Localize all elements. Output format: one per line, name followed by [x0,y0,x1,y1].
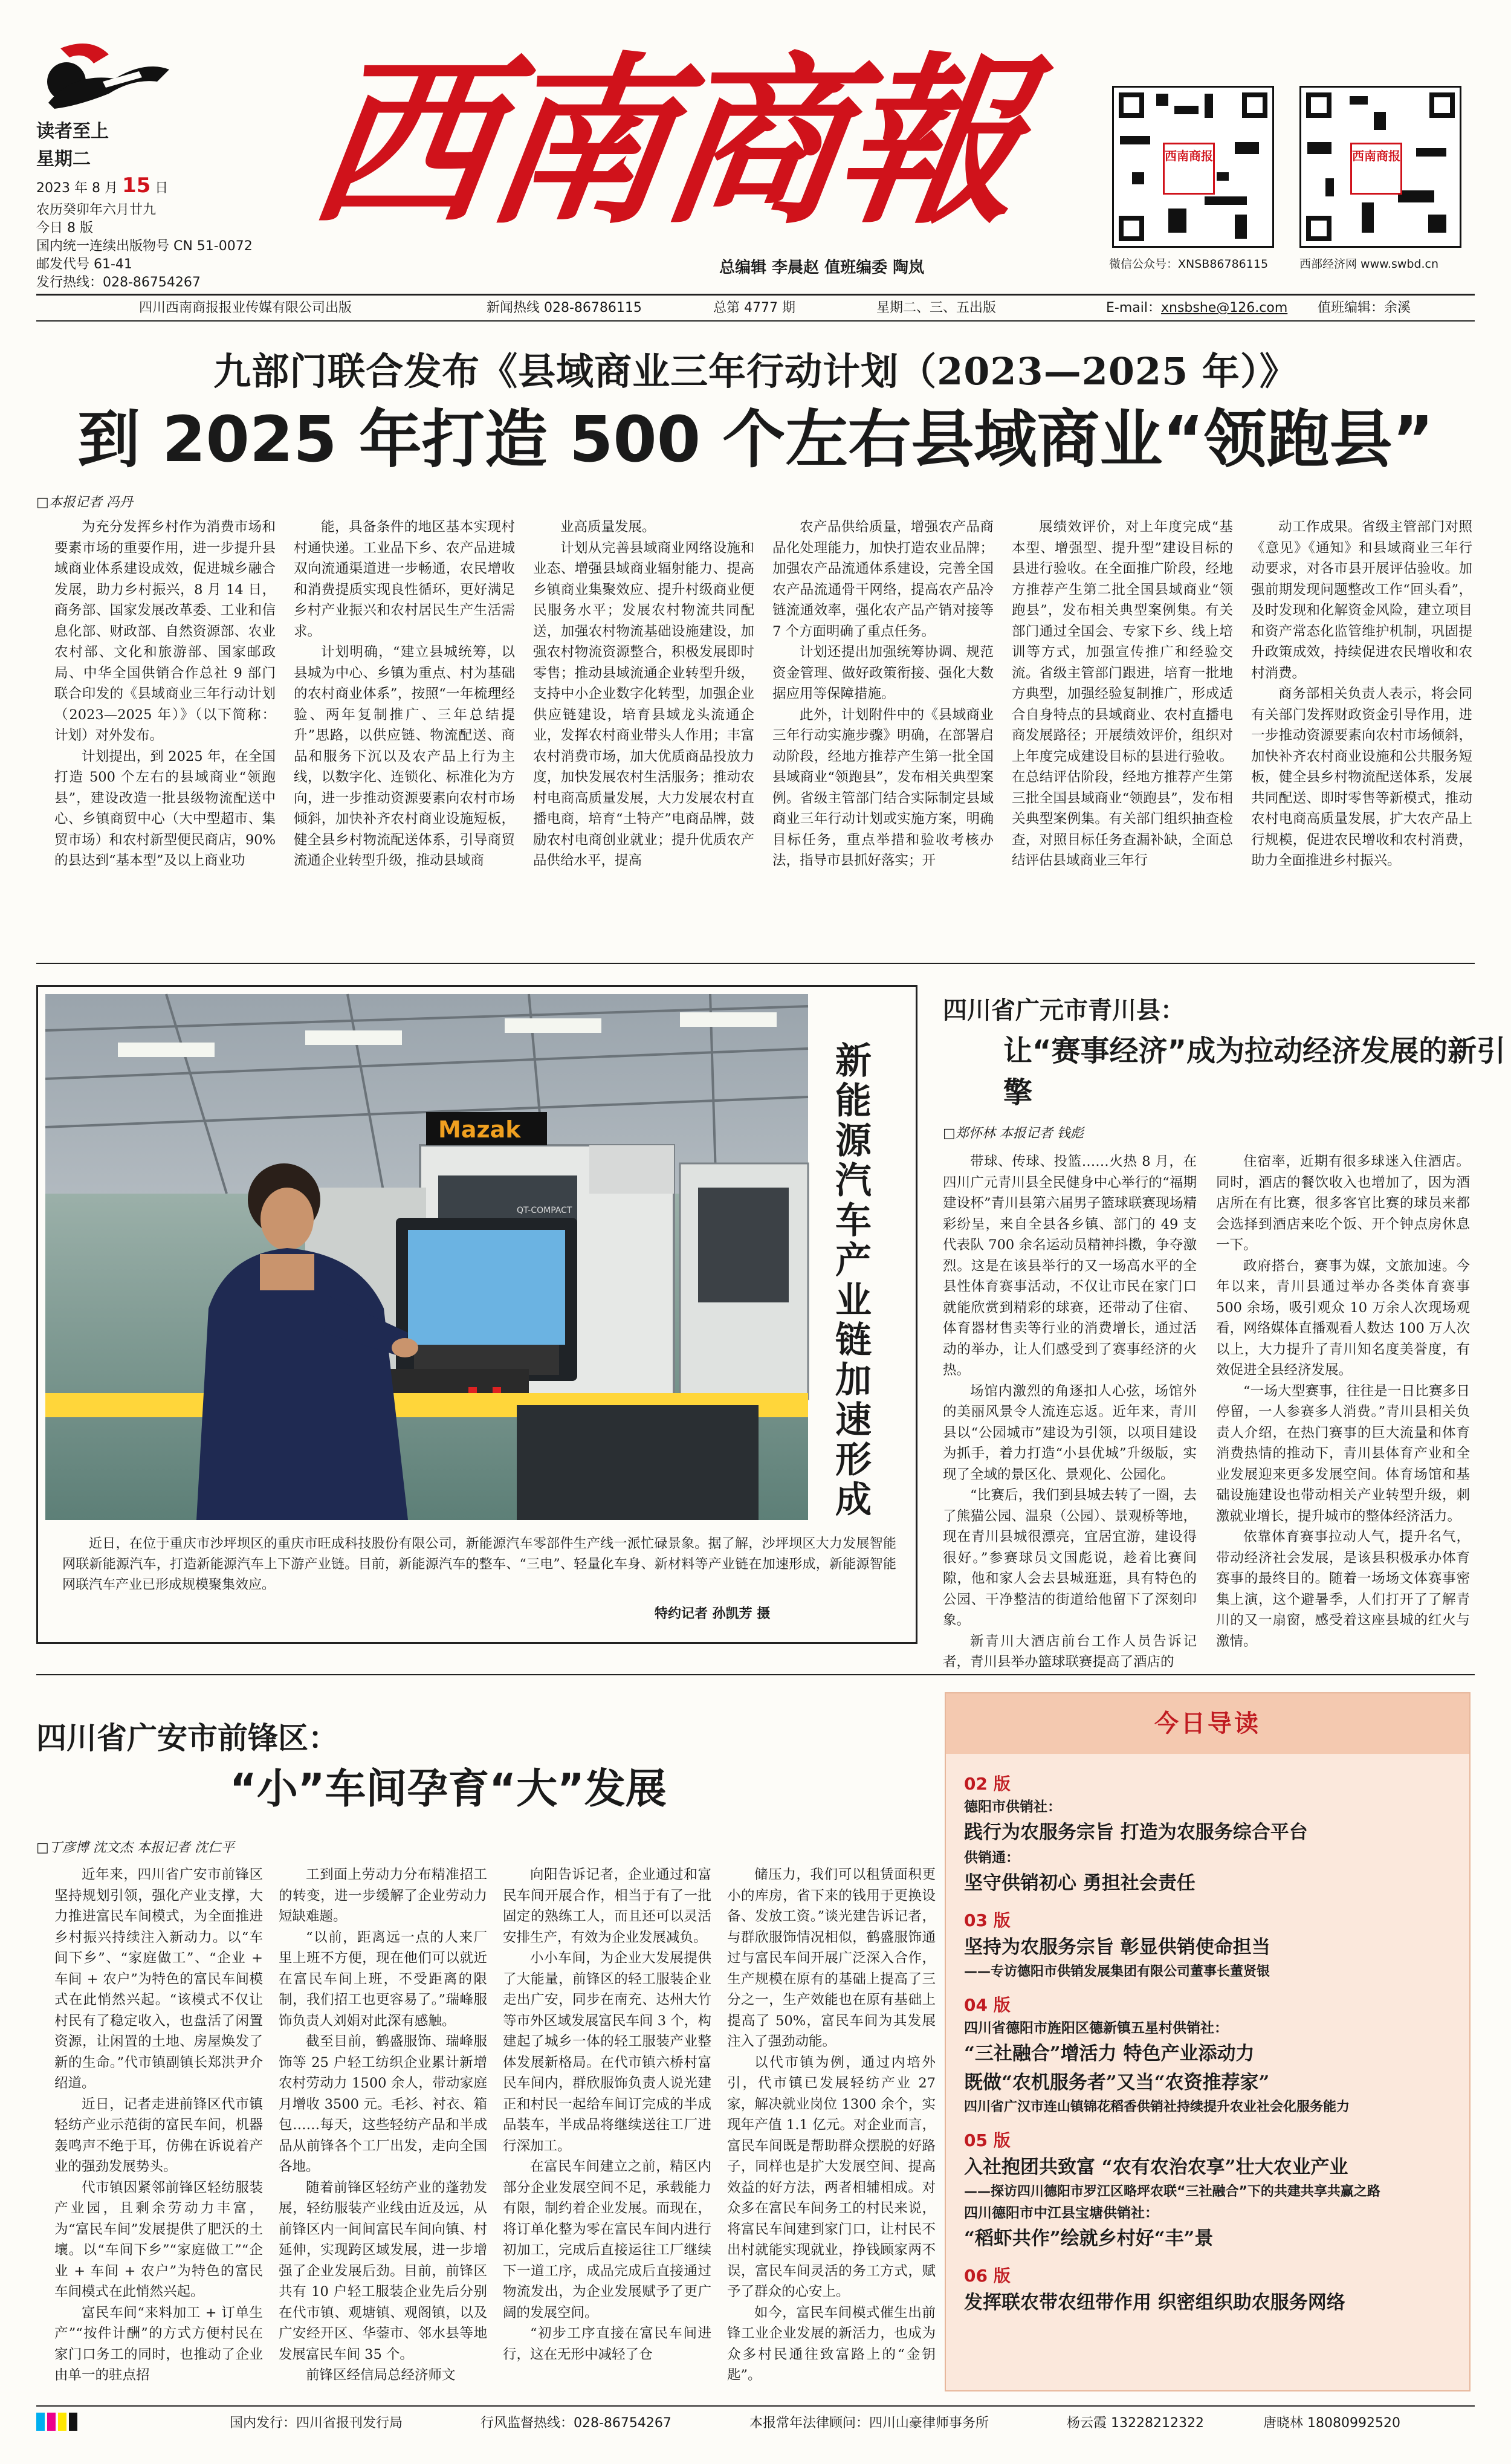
paragraph: 为充分发挥乡村作为消费市场和要素市场的重要作用，进一步提升县域商业体系建设成效，促进城乡融合发展，助力乡村振兴，8 月 14 日，商务部、国家发展改革委、工业和信息化部、财政部、自然资源部、农业农村部、文化和旅游部、国家邮政局、中华全国供销合作总社 9 部门联合印发的《县域商业三年行动计划（2023—2025 年）》（以下简称：计划）对外发布。 [54,519,276,743]
guide-subtitle: 供销通： [964,1850,1020,1866]
qingchuan-kicker: 四川省广元市青川县： [943,997,1185,1024]
guide-section [964,1993,1454,2118]
footer-lawyer-1: 杨云霞 13228212322 [1067,2416,1204,2431]
paragraph: 政府搭台，赛事为媒，文旅加速。今年以来，青川县通过举办各类体育赛事 500 余场，吸引观众 10 万余人次现场观看，网络媒体直播观看人数达 100 万人次以上，大力提升了青川知名度美誉度，有效促进全县经济发展。 [1216,1258,1470,1378]
publisher: 四川西南商报报业传媒有限公司出版 [139,300,352,315]
paragraph: 计划提出，到 2025 年，在全国打造 500 个左右的县域商业“领跑县”，建设改造一批县级物流配送中心、乡镇商贸中心（大中型超市、集贸市场）和农村新型便民商店，90% 的县达到“基本型”及以上商业功 [54,748,276,868]
paragraph: 场馆内激烈的角逐扣人心弦，场馆外的美丽风景令人流连忘返。近年来，青川县以“公园城市”建设为引领，以项目建设为抓手，着力打造“小县优城”升级版，实现了全域的景区化、景观化、公园化。 [943,1383,1197,1483]
guide-section [964,2264,1454,2317]
photo-vertical-title: 新能源汽车产业链加速形成 [829,1041,872,1520]
lead-byline: □本报记者 冯丹 [36,495,133,510]
machine-model: QT-COMPACT [517,1206,572,1215]
guide-subtitle: 四川省德阳市旌阳区德新镇五星村供销社： [964,2020,1228,2036]
paragraph: “以前，距离远一点的人来厂里上班不方便，现在他们可以就近在富民车间上班，不受距离的限制，我们招工也更容易了。”瑞峰服饰负责人刘娟对此深有感触。 [279,1929,487,2029]
guide-deck: ——专访德阳市供销发展集团有限公司董事长董贤银 [964,1964,1270,1979]
date-prefix: 2023 年 8 月 [36,181,118,196]
paragraph: 在富民车间建立之前，精区内部分企业发展空间不足，承载能力有限，制约着企业发展。而现在，将订单化整为零在富民车间内进行初加工，完成后直接运往工厂继续下一道工序，成品完成后直接通过物流发出，为企业发展赋予了更广阔的发展空间。 [503,2159,711,2321]
paragraph: 工到面上劳动力分布精准招工的转变，进一步缓解了企业劳动力短缺难题。 [279,1867,487,1924]
paragraph: 向阳告诉记者，企业通过和富民车间开展合作，相当于有了一批固定的熟练工人，而且还可以灵活安排生产，有效为企业发展减负。 [503,1867,711,1945]
text-column [772,517,994,952]
paragraph: 计划还提出加强统筹协调、规范资金管理、做好政策衔接、强化大数据应用等保障措施。 [772,644,994,702]
qianfeng-byline: □丁彦博 沈文杰 本报记者 沈仁平 [36,1840,235,1855]
wechat-caption: 微信公众号：XNSB86786115 [1109,257,1269,271]
text-column [943,1151,1197,1670]
qianfeng-kicker: 四川省广安市前锋区： [36,1721,338,1756]
guide-subtitle: 四川德阳市中江县宝塘供销社： [964,2205,1159,2221]
info-bar [36,297,1475,319]
masthead [0,0,1511,290]
photo-caption: 近日，在位于重庆市沙坪坝区的重庆市旺成科技股份有限公司，新能源汽车零部件生产线一派忙碌景象。据了解，沙坪坝区大力发展智能网联新能源汽车，打造新能源汽车上下游产业链。目前，新能源汽车的整车、“三电”、轻量化车身、新材料等产业链在加速形成，新能源智能网联汽车产业已形成规模聚集效应。 [62,1536,896,1593]
guide-page-number: 03 版 [964,1910,1011,1930]
paragraph: 随着前锋区轻纺产业的蓬勃发展，轻纺服装产业线由近及远，从前锋区内一间间富民车间向镇、村延伸，实现跨区域发展，进一步增强了企业发展后劲。目前，前锋区共有 10 户轻工服装企业先后分别在代市镇、观塘镇、观阁镇，以及广安经开区、华蓥市、邻水县等地发展富民车间 35 个。 [279,2179,487,2362]
paragraph: 近年来，四川省广安市前锋区坚持规划引领，强化产业支撑，大力推进富民车间模式，为全面推进乡村振兴持续注入新动力。以“车间下乡”、“家庭做工”、“企业 + 车间 + 农户”为特色的富民车间模式在此悄然兴起。“该模式不仅让村民有了稳定收入，也盘活了闲置资源，让闲置的土地、房屋焕发了新的生命。”代市镇副镇长郑洪尹介绍道。 [54,1867,263,2091]
slogan: 读者至上 [36,121,109,142]
paragraph: “比赛后，我们到县城去转了一圈，去了熊猫公园、温泉（公园）、景观桥等地，现在青川县城很漂亮，宜居宜游，建设得很好。”参赛球员文国彪说，趁着比赛间隙，他和家人会去县城逛逛，具有特色的公园、干净整洁的街道给他留下了深刻印象。 [943,1487,1197,1628]
weekday: 星期二 [36,149,91,170]
paragraph: 计划明确，“建立县城统筹，以县城为中心、乡镇为重点、村为基础的农村商业体系”，按照“一年梳理经验、两年复制推广、三年总结提升”思路，以供应链、物流配送、商品和服务下沉以及农产品上行为主线，以数字化、连锁化、标准化为方向，进一步推动资源要素向农村市场倾斜，加快补齐农村商业设施短板，健全县乡村物流配送体系，引导商贸流通企业转型升级，推动县域商 [294,644,515,868]
text-column [727,1864,936,2402]
text-column [54,1864,263,2402]
guide-page-number: 05 版 [964,2130,1011,2150]
guide-section [964,1772,1454,1898]
paragraph: 此外，计划附件中的《县域商业三年行动实施步骤》明确，在部署启动阶段，经地方推荐产生第一批全国县域商业“领跑县”，发布相关典型案例。省级主管部门结合实际制定县域商业三年行动计划或实施方案，明确目标任务，重点举措和验收考核办法，指导市县抓好落实；开 [772,707,994,868]
machine-brand: Mazak [438,1116,521,1143]
footer-bar [36,2413,1475,2434]
guide-headline-link[interactable]: 入社抱团共致富 “农有农治农享”壮大农业产业 [964,2156,1348,2178]
paragraph: 储压力，我们可以租赁面积更小的库房，省下来的钱用于更换设备、发放工资。”谈光建告诉记者，与群欣服饰情况相似，鹤盛服饰通过与富民车间开展广泛深入合作，生产规模在原有的基础上提高了三分之一，生产效能也在原有基础上提高了 50%，富民车间为其发展注入了强劲动能。 [727,1867,936,2049]
post-code: 邮发代号 61-41 [36,257,132,272]
paragraph: 依靠体育赛事拉动人气，提升名气，带动经济社会发展，是该县积极承办体育赛事的最终目的。随着一场场文体赛事密集上演，这个避暑季，人们打开了了解青川的又一扇窗，感受着这座县城的红火与激情。 [1216,1529,1470,1649]
email-link[interactable]: xnsbshe@126.com [1160,300,1288,315]
qianfeng-headline: “小”车间孕育“大”发展 [230,1765,667,1813]
guide-headline-link[interactable]: “稻虾共作”绘就乡村好“丰”景 [964,2228,1214,2249]
paragraph: 农产品供给质量，增强农产品商品化处理能力，加快打造农业品牌；加强农产品流通体系建设，完善全国农产品流通骨干网络，提高农产品冷链流通效率，强化农产品产销对接等 7 个方面明确了重点任务。 [772,519,994,639]
photo-frame [36,985,917,1644]
paragraph: 带球、传球、投篮……火热 8 月，在四川广元青川县全民健身中心举行的“福期建设杯”青川县第六届男子篮球联赛现场精彩纷呈，来自全县各乡镇、部门的 49 支代表队 700 余名运动员精神抖擞，争夺激烈。这是在该县举行的又一场高水平的全县性体育赛事活动，不仅让市民在家门口就能欣赏到精彩的球赛，还带动了住宿、体育器材售卖等行业的消费增长，通过活动的举办，让人们感受到了赛事经济的火热。 [943,1154,1197,1378]
guide-headline-link[interactable]: 践行为农服务宗旨 打造为农服务综合平台 [964,1822,1308,1843]
paragraph: 商务部相关负责人表示，将会同有关部门发挥财政资金引导作用，进一步推动资源要素向农村市场倾斜，加快补齐农村商业设施和公共服务短板，健全县乡村物流配送体系，发展共同配送、即时零售等新模式，推动农村电商高质量发展，扩大农产品上行规模，促进农民增收和农村消费，助力全面推进乡村振兴。 [1251,686,1472,868]
text-column [54,517,276,952]
text-column [1012,517,1233,952]
paragraph: 展绩效评价，对上年度完成“基本型、增强型、提升型”建设目标的县进行验收。在全面推广阶段，经地方推荐产生第二批全国县域商业“领跑县”，发布相关典型案例集。有关部门通过全国会、专家下乡、线上培训等方式，加强宣传推广和经验交流。省级主管部门跟进，培育一批地方典型，加强经验复制推广，形成适合自身特点的县域商业、农村直播电商发展路径；开展绩效评价，组织对上年度完成建设目标的县进行验收。在总结评估阶段，经地方推荐产生第三批全国县域商业“领跑县”，发布相关典型案例集。有关部门组织抽查检查，对照目标任务查漏补缺，全面总结评估县域商业三年行 [1012,519,1233,868]
footer-supervision: 行风监督热线：028-86754267 [480,2416,671,2431]
footer-legal: 本报常年法律顾问：四川山豪律师事务所 [749,2416,989,2431]
footer-lawyer-2: 唐晓林 18080992520 [1263,2416,1400,2431]
paragraph: 能，具备条件的地区基本实现村村通快递。工业品下乡、农产品进城双向流通渠道进一步畅通，农民增收和消费提质实现良性循环，更好满足乡村产业振兴和农村居民生产生活需求。 [294,519,515,639]
issue-date [36,173,168,198]
lunar-date: 农历癸卯年六月廿九 [36,202,157,218]
text-column [279,1864,487,2402]
divider [36,963,1475,964]
lead-kicker: 九部门联合发布《县域商业三年行动计划（2023—2025 年）》 [213,349,1298,393]
wechat-qr-icon [1112,86,1274,248]
paragraph: 以代市镇为例，通过内培外引，代市镇已发展轻纺产业 27 家，解决就业岗位 1300 余个，实现年产值 1.1 亿元。对企业而言，富民车间既是帮助群众摆脱的好路子，同样也是扩大发展空间、提高效益的好方法，两者相辅相成。对众多在富民车间务工的村民来说，将富民车间建到家门口，让村民不出村就能实现就业，挣钱顾家两不误，富民车间灵活的务工方式，赋予了群众的心安上。 [727,2054,936,2300]
qr-center-mark: 西南商报 [1350,143,1402,195]
website-caption: 西部经济网 www.swbd.cn [1299,257,1439,271]
guide-box [945,1692,1471,2391]
guide-headline-link[interactable]: “三社融合”增活力 特色产业添动力 [964,2043,1255,2065]
text-column [1251,517,1472,952]
qr-center-mark: 西南商报 [1163,143,1215,195]
paragraph: 小小车间，为企业大发展提供了大能量，前锋区的轻工服装企业走出广安，同步在南充、达州大竹等市外区域发展富民车间 3 个，构建起了城乡一体的轻工服装产业整体发展新格局。在代市镇六桥村富民车间内，群欣服饰负责人说光建正和村民一起给车间订完成的半成品装车，半成品将继续送往工厂进行深加工。 [503,1950,711,2154]
guide-section [964,2129,1454,2253]
qingchuan-headline: 让“赛事经济”成为拉动经济发展的新引擎 [1003,1034,1506,1110]
page-count: 今日 8 版 [36,221,93,236]
website-qr-icon [1299,86,1461,248]
guide-page-number: 04 版 [964,1995,1011,2015]
guide-headline-link[interactable]: 既做“农机服务者”又当“农资推荐家” [964,2072,1270,2094]
paragraph: 截至目前，鹤盛服饰、瑞峰服饰等 25 户轻工纺织企业累计新增农村劳动力 1500 余人，带动家庭月增收 3500 元。毛衫、衬衣、箱包……每天，这些轻纺产品和半成品从前锋各个工厂出发，走向全国各地。 [279,2034,487,2175]
paragraph: 代市镇因紧邻前锋区轻纺服装产业园，且剩余劳动力丰富，为“富民车间”发展提供了肥沃的土壤。以“车间下乡”“家庭做工”“企业 + 车间 + 农户”为特色的富民车间模式在此悄然兴起。 [54,2179,263,2300]
paragraph: 住宿率，近期有很多球迷入住酒店。同时，酒店的餐饮收入也增加了，因为酒店所在有比赛，很多客官比赛的球员来都会选择到酒店来吃个饭、开个钟点房休息一下。 [1216,1154,1470,1253]
text-column [533,517,754,952]
guide-page-number: 06 版 [964,2266,1011,2286]
factory-photo [45,994,808,1520]
email [1106,297,1287,319]
footer-distributor: 国内发行：四川省报刊发行局 [230,2416,403,2431]
divider [36,2405,1475,2407]
issue-number: 总第 4777 期 [713,300,795,315]
news-hotline: 新闻热线 028-86786115 [487,300,642,315]
divider [36,1674,1475,1675]
publishing-schedule: 星期二、三、五出版 [876,300,997,315]
brand-logo-icon [36,36,175,121]
photo-credit: 特约记者 孙凯芳 摄 [655,1606,771,1622]
text-column [503,1864,711,2402]
guide-headline-link[interactable]: 坚持为农服务宗旨 彰显供销使命担当 [964,1936,1270,1958]
paragraph: 近日，记者走进前锋区代市镇轻纺产业示范街的富民车间，机器轰鸣声不绝于耳，仿佛在诉说着产业的强劲发展势头。 [54,2096,263,2175]
chief-editor: 总编辑 李晨赵 值班编委 陶岚 [719,259,925,277]
paragraph: 动工作成果。省级主管部门对照《意见》《通知》和县域商业三年行动要求，对各市县开展评估验收。加强前期发现问题整改工作“回头看”，及时发现和化解资金风险，建立项目和资产常态化监管维护机制，巩固提升政策成效，持续促进农民增收和农村消费。 [1251,519,1472,681]
guide-subtitle: 德阳市供销社： [964,1799,1061,1815]
newspaper-title: 西南商報 [299,35,1031,248]
text-column [1216,1151,1470,1653]
paragraph: 业高质量发展。 [560,519,656,535]
distribution-hotline: 发行热线：028-86754267 [36,275,201,290]
guide-headline-link[interactable]: 坚守供销初心 勇担社会责任 [964,1872,1196,1894]
divider [36,294,1475,296]
paragraph: “初步工序直接在富民车间进行，这在无形中减轻了仓 [503,2326,711,2362]
paragraph: 计划从完善县域商业网络设施和业态、增强县域商业辐射能力、提高乡镇商业集聚效应、提升村级商业便民服务水平；发展农村物流共同配送，加强农村物流基础设施建设，加强农村物流资源整合，积极发展即时零售；推动县域流通企业转型升级，支持中小企业数字化转型，加强企业供应链建设，培育县域龙头流通企业，发挥农村商业带头人作用；丰富农村消费市场，加大优质商品投放力度，加快发展农村生活服务；推动农村电商高质量发展，大力发展农村直播电商，培育“土特产”电商品牌，鼓励农村电商创业就业；提升优质农产品供给水平，提高 [533,540,754,868]
guide-page-number: 02 版 [964,1774,1011,1794]
guide-title: 今日导读 [946,1693,1469,1754]
paragraph: 新青川大酒店前台工作人员告诉记者，青川县举办篮球联赛提高了酒店的 [943,1633,1197,1670]
date-day: 15 [121,173,151,198]
email-label: E-mail： [1106,300,1161,315]
guide-headline-link[interactable]: 发挥联农带农纽带作用 织密组织助农服务网络 [964,2292,1345,2314]
paragraph: “一场大型赛事，往往是一日比赛多日停留，一人参赛多人消费。”青川县相关负责人介绍，在热门赛事的巨大流量和体育消费热情的推动下，青川县体育产业和全业发展迎来更多发展空间。体育场馆和基础设施建设也带动相关产业转型升级，刺激就业增长，提升城市的整体经济活力。 [1216,1383,1470,1524]
paragraph: 如今，富民车间模式催生出前锋工业企业发展的新活力，也成为众多村民通往致富路上的“金钥匙”。 [727,2304,936,2383]
guide-deck: 四川省广汉市连山镇锦花稻香供销社持续提升农业社会化服务能力 [964,2100,1350,2115]
lead-headline: 到 2025 年打造 500 个左右县域商业“领跑县” [77,403,1434,476]
paragraph: 富民车间“来料加工 + 订单生产”“按件计酬”的方式方便村民在家门口务工的同时，也推动了企业由单一的驻点招 [54,2304,263,2383]
cn-number: 国内统一连续出版物号 CN 51-0072 [36,239,253,254]
guide-list [964,1772,1454,2328]
guide-section [964,1909,1454,1982]
paragraph: 前锋区经信局总经济师文 [306,2367,456,2383]
qingchuan-byline: □郑怀林 本报记者 钱彪 [943,1126,1084,1141]
date-suffix: 日 [155,181,169,196]
guide-deck: ——探访四川德阳市罗江区略坪农联“三社融合”下的共建共享共赢之路 [964,2184,1380,2199]
text-column [294,517,515,952]
divider [36,320,1475,322]
duty-editor: 值班编辑：余溪 [1318,300,1411,315]
